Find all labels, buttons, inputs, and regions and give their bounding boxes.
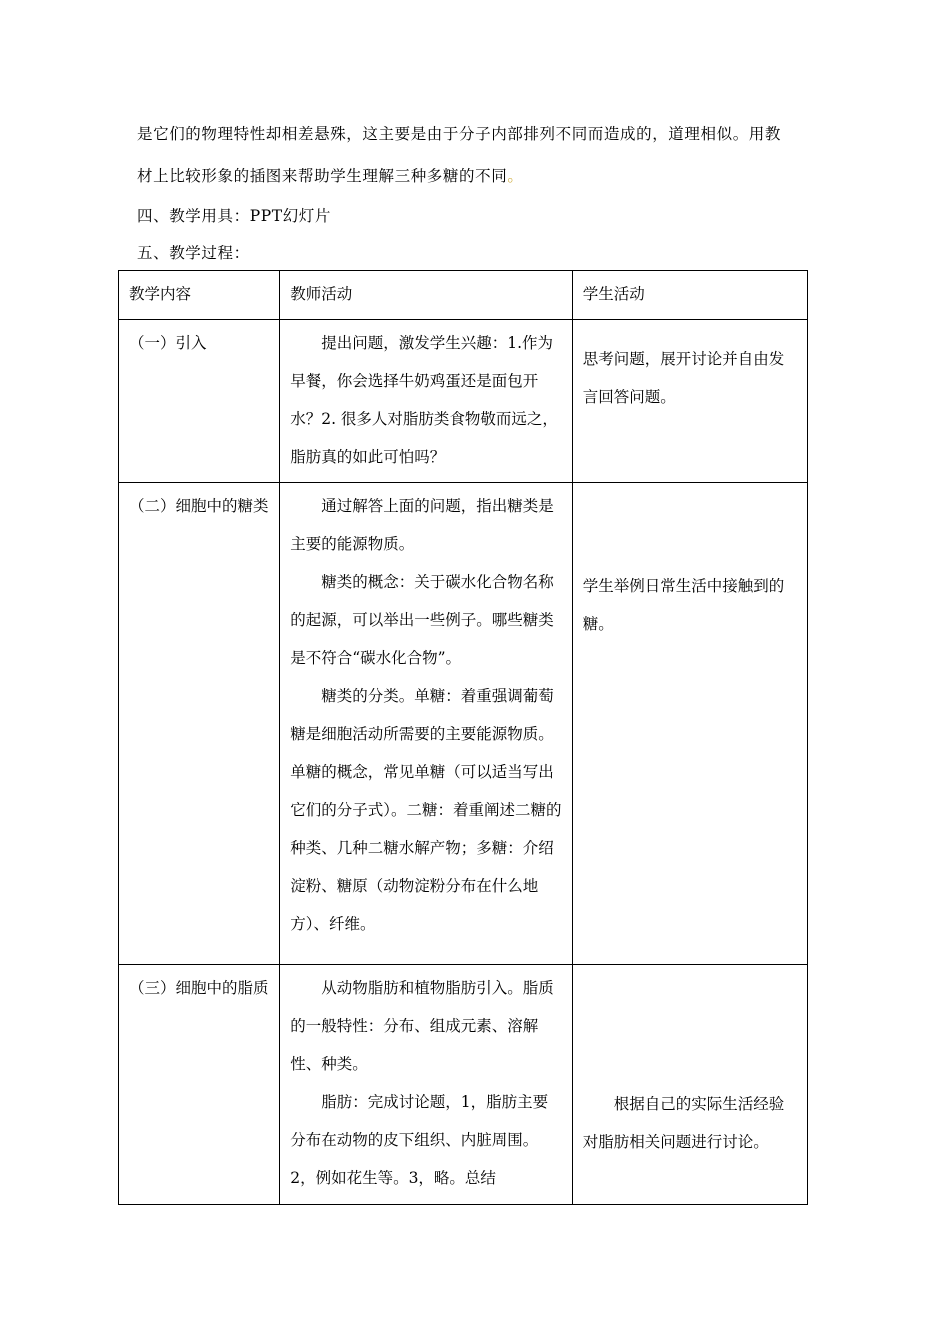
row-1-teacher-para-1: 提出问题，激发学生兴趣：1.作为早餐，你会选择牛奶鸡蛋还是面包开水？2. 很多人对脂肪类食物敬而远之，脂肪真的如此可怕吗？ <box>290 334 558 466</box>
row-3-teacher-para-2: 脂肪：完成讨论题，1，脂肪主要分布在动物的皮下组织、内脏周围。2，例如花生等。3，略。总结 <box>290 1093 549 1187</box>
table-row-sugars <box>119 483 808 965</box>
table-header-row <box>119 271 808 320</box>
row-1-content: （一）引入 <box>119 320 280 483</box>
row-2-teacher-para-3: 糖类的分类。单糖：着重强调葡萄糖是细胞活动所需要的主要能源物质。单糖的概念，常见单糖（可以适当写出它们的分子式）。二糖：着重阐述二糖的种类、几种二糖水解产物；多糖：介绍淀粉、糖原（动物淀粉分布在什么地方）、纤维。 <box>290 687 562 933</box>
row-2-content: （二）细胞中的糖类 <box>119 483 280 965</box>
row-2-student: 学生举例日常生活中接触到的糖。 <box>572 483 807 965</box>
row-2-teacher-para-1: 通过解答上面的问题，指出糖类是主要的能源物质。 <box>290 497 554 553</box>
intro-line-2-end: 。 <box>507 167 524 185</box>
intro-line-1: 是它们的物理特性却相差悬殊，这主要是由于分子内部排列不同而造成的，道理相似。用教 <box>137 125 782 143</box>
table-row-intro <box>119 320 808 483</box>
table-row-lipids <box>119 965 808 1205</box>
section-4-heading: 四、教学用具：PPT幻灯片 <box>137 207 331 225</box>
row-3-student-text: 根据自己的实际生活经验对脂肪相关问题进行讨论。 <box>582 1095 785 1151</box>
row-1-student: 思考问题，展开讨论并自由发言回答问题。 <box>572 320 807 483</box>
section-5-heading: 五、教学过程： <box>137 244 250 262</box>
intro-line-2 <box>137 155 817 197</box>
lesson-process-table <box>118 270 808 1205</box>
row-2-teacher-para-2: 糖类的概念：关于碳水化合物名称的起源，可以举出一些例子。哪些糖类是不符合“碳水化合物”。 <box>290 573 554 667</box>
row-3-teacher <box>280 965 573 1205</box>
intro-line-2-text: 材上比较形象的插图来帮助学生理解三种多糖的不同 <box>137 167 508 185</box>
row-1-teacher <box>280 320 573 483</box>
row-3-student <box>572 965 807 1205</box>
header-content: 教学内容 <box>119 271 280 320</box>
header-teacher: 教师活动 <box>280 271 573 320</box>
header-student: 学生活动 <box>572 271 807 320</box>
row-3-teacher-para-1: 从动物脂肪和植物脂肪引入。脂质的一般特性：分布、组成元素、溶解性、种类。 <box>290 979 554 1073</box>
row-3-content: （三）细胞中的脂质 <box>119 965 280 1205</box>
row-2-teacher <box>280 483 573 965</box>
